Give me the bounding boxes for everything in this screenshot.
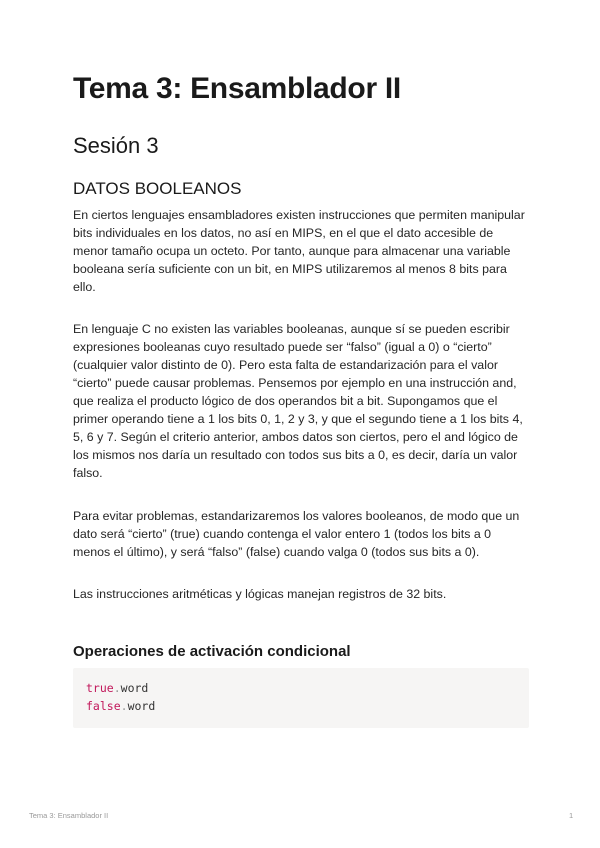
paragraph-32-bit-registers: Las instrucciones aritméticas y lógicas manejan registros de 32 bits. <box>73 587 447 601</box>
section-heading: DATOS BOOLEANOS <box>73 179 242 198</box>
code-label: true <box>86 681 114 695</box>
paragraph-c-booleans: En lenguaje C no existen las variables booleanas, aunque sí se pueden escribir expresiones booleanas cuyo resultado puede ser “falso” (igual a 0) o “cierto” (cualquier valor distinto de 0). Pero esta falta de estandarización para el valor “cierto” puede causar problemas. Pensemos por ejemplo en una instrucción and, que realiza el producto lógico de dos operandos bit a bit. Supongamos que el primer operando tiene a 1 los bits 0, 1, 2 y 3, y que el segundo tiene a 1 los bits 4, 5, 6 y 7. Según el criterio anterior, ambos datos son ciertos, pero el and lógico de los mismos nos daría un resultado con todos sus bits a 0, es decir, daría un valor falso. <box>73 322 523 480</box>
subsection-heading: Operaciones de activación condicional <box>73 643 351 660</box>
code-line-true <box>86 679 516 697</box>
session-subtitle: Sesión 3 <box>73 133 159 158</box>
paragraph-bit-manipulation: En ciertos lenguajes ensambladores existen instrucciones que permiten manipular bits individuales en los datos, no así en MIPS, en el que el dato accesible de menor tamaño ocupa un octeto. Por tanto, aunque para almacenar una variable booleana sería suficiente con un bit, en MIPS utilizaremos al menos 8 bits para ello. <box>73 208 525 294</box>
footer-page-number: 1 <box>569 811 574 820</box>
code-directive: word <box>127 699 156 713</box>
code-separator: . <box>113 681 121 695</box>
code-line-false <box>86 697 516 715</box>
code-directive: word <box>120 681 149 695</box>
code-label: false <box>86 699 121 713</box>
page-title: Tema 3: Ensamblador II <box>73 72 401 105</box>
paragraph-standardization: Para evitar problemas, estandarizaremos los valores booleanos, de modo que un dato será “cierto” (true) cuando contenga el valor entero 1 (todos los bits a 0 menos el último), y será “falso” (false) cuando valga 0 (todos sus bits a 0). <box>73 509 520 559</box>
code-separator: . <box>120 699 128 713</box>
code-block <box>73 668 529 728</box>
footer-title: Tema 3: Ensamblador II <box>29 811 109 820</box>
